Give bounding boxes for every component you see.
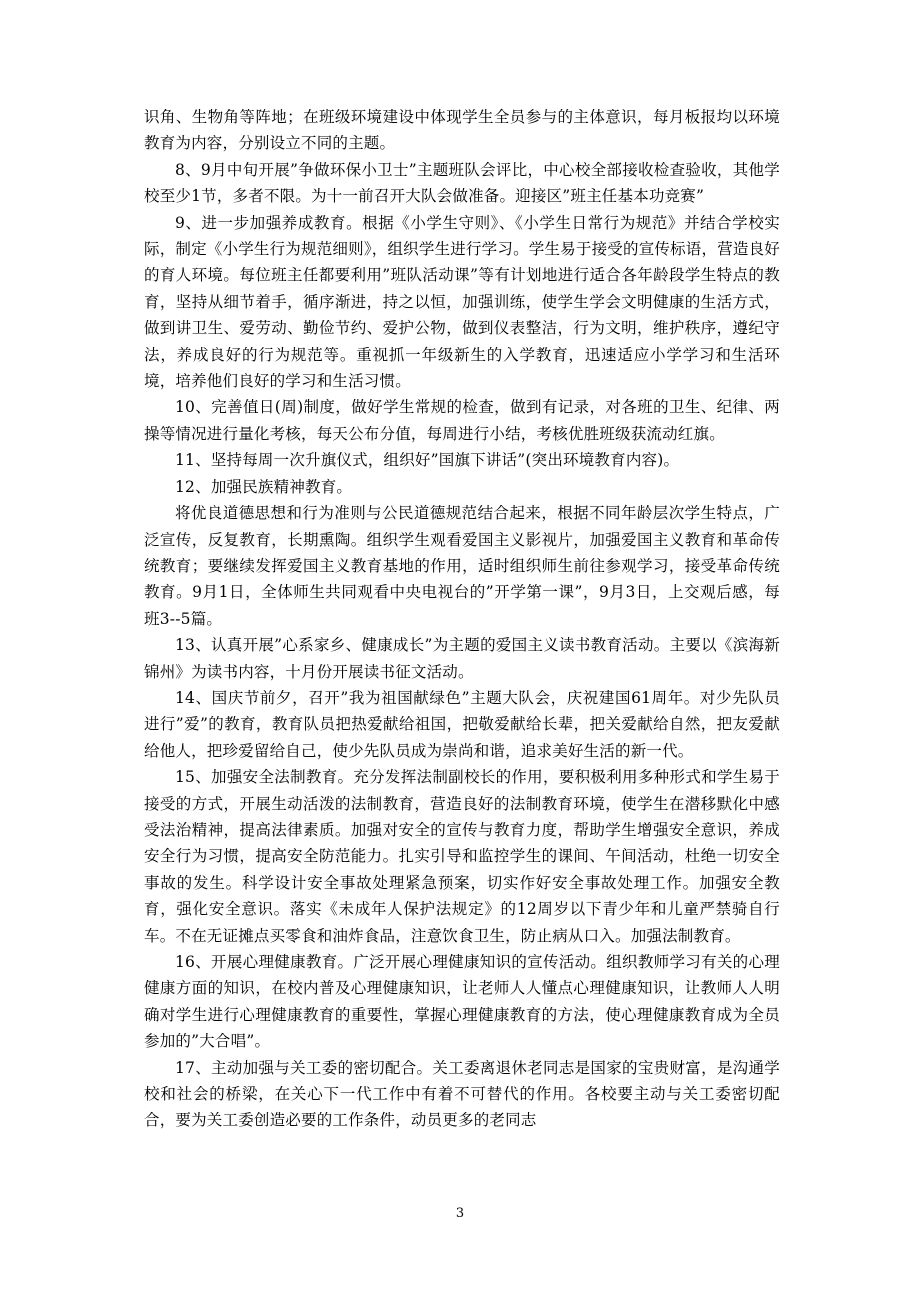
paragraph-item-9: 9、进一步加强养成教育。根据《小学生守则》、《小学生日常行为规范》并结合学校实际，制定《小学生行为规范细则》，组织学生进行学习。学生易于接受的宣传标语，营造良好的育人环境。每位班主任都要利用”班队活动课”等有计划地进行适合各年龄段学生特点的教育，坚持从细节着手，循序渐进，持之以恒，加强训练，使学生学会文明健康的生活方式，做到讲卫生、爱劳动、勤俭节约、爱护公物，做到仪表整洁，行为文明，维护秩序，遵纪守法，养成良好的行为规范等。重视抓一年级新生的入学教育，迅速适应小学学习和生活环境，培养他们良好的学习和生活习惯。	[144, 213, 780, 391]
paragraph-item-8: 8、9月中旬开展”争做环保小卫士”主题班队会评比，中心校全部接收检查验收，其他学校至少1节，多者不限。为十一前召开大队会做准备。迎接区”班主任基本功竞赛”	[144, 160, 780, 206]
paragraph-item-17: 17、主动加强与关工委的密切配合。关工委离退休老同志是国家的宝贵财富，是沟通学校和社会的桥梁，在关心下一代工作中有着不可替代的作用。各校要主动与关工委密切配合，要为关工委创造必要的工作条件，动员更多的老同志	[144, 1058, 780, 1130]
paragraph-item-12: 12、加强民族精神教育。	[175, 477, 353, 496]
paragraph-item-16: 16、开展心理健康教育。广泛开展心理健康知识的宣传活动。组织教师学习有关的心理健康方面的知识，在校内普及心理健康知识，让老师人人懂点心理健康知识，让教师人人明确对学生进行心理健康教育的重要性，掌握心理健康教育的方法，使心理健康教育成为全员参加的”大合唱”。	[144, 953, 780, 1051]
paragraph-continuation: 识角、生物角等阵地；在班级环境建设中体现学生全员参与的主体意识，每月板报均以环境教育为内容，分别设立不同的主题。	[144, 108, 780, 153]
paragraph-item-10: 10、完善值日(周)制度，做好学生常规的检查，做到有记录，对各班的卫生、纪律、两操等情况进行量化考核，每天公布分值，每周进行小结，考核优胜班级获流动红旗。	[144, 398, 780, 443]
paragraph-item-12-body: 将优良道德思想和行为准则与公民道德规范结合起来，根据不同年龄层次学生特点，广泛宣传，反复教育，长期熏陶。组织学生观看爱国主义影视片，加强爱国主义教育和革命传统教育；要继续发挥爱国主义教育基地的作用，适时组织师生前往参观学习，接受革命传统教育。9月1日，全体师生共同观看中央电视台的”开学第一课”，9月3日，上交观后感，每班3--5篇。	[144, 504, 780, 628]
paragraph-item-11: 11、坚持每周一次升旗仪式，组织好”国旗下讲话”(突出环境教育内容)。	[175, 451, 680, 470]
paragraph-item-14: 14、国庆节前夕，召开”我为祖国献绿色”主题大队会，庆祝建国61周年。对少先队员进行”爱”的教育，教育队员把热爱献给祖国，把敬爱献给长辈，把关爱献给自然，把友爱献给他人，把珍爱留给自己，使少先队员成为崇尚和谐，追求美好生活的新一代。	[144, 688, 780, 760]
paragraph-item-15: 15、加强安全法制教育。充分发挥法制副校长的作用，要积极利用多种形式和学生易于接受的方式，开展生动活泼的法制教育，营造良好的法制教育环境，使学生在潜移默化中感受法治精神，提高法律素质。加强对安全的宣传与教育力度，帮助学生增强安全意识，养成安全行为习惯，提高安全防范能力。扎实引导和监控学生的课间、午间活动，杜绝一切安全事故的发生。科学设计安全事故处理紧急预案，切实作好安全事故处理工作。加强安全教育，强化安全意识。落实《未成年人保护法规定》的12周岁以下青少年和儿童严禁骑自行车。不在无证摊点买零食和油炸食品，注意饮食卫生，防止病从口入。加强法制教育。	[144, 768, 780, 945]
paragraph-item-13: 13、认真开展”心系家乡、健康成长”为主题的爱国主义读书教育活动。主要以《滨海新锦州》为读书内容，十月份开展读书征文活动。	[144, 636, 780, 681]
document-body	[144, 104, 780, 1134]
page-number: 3	[455, 1206, 465, 1221]
